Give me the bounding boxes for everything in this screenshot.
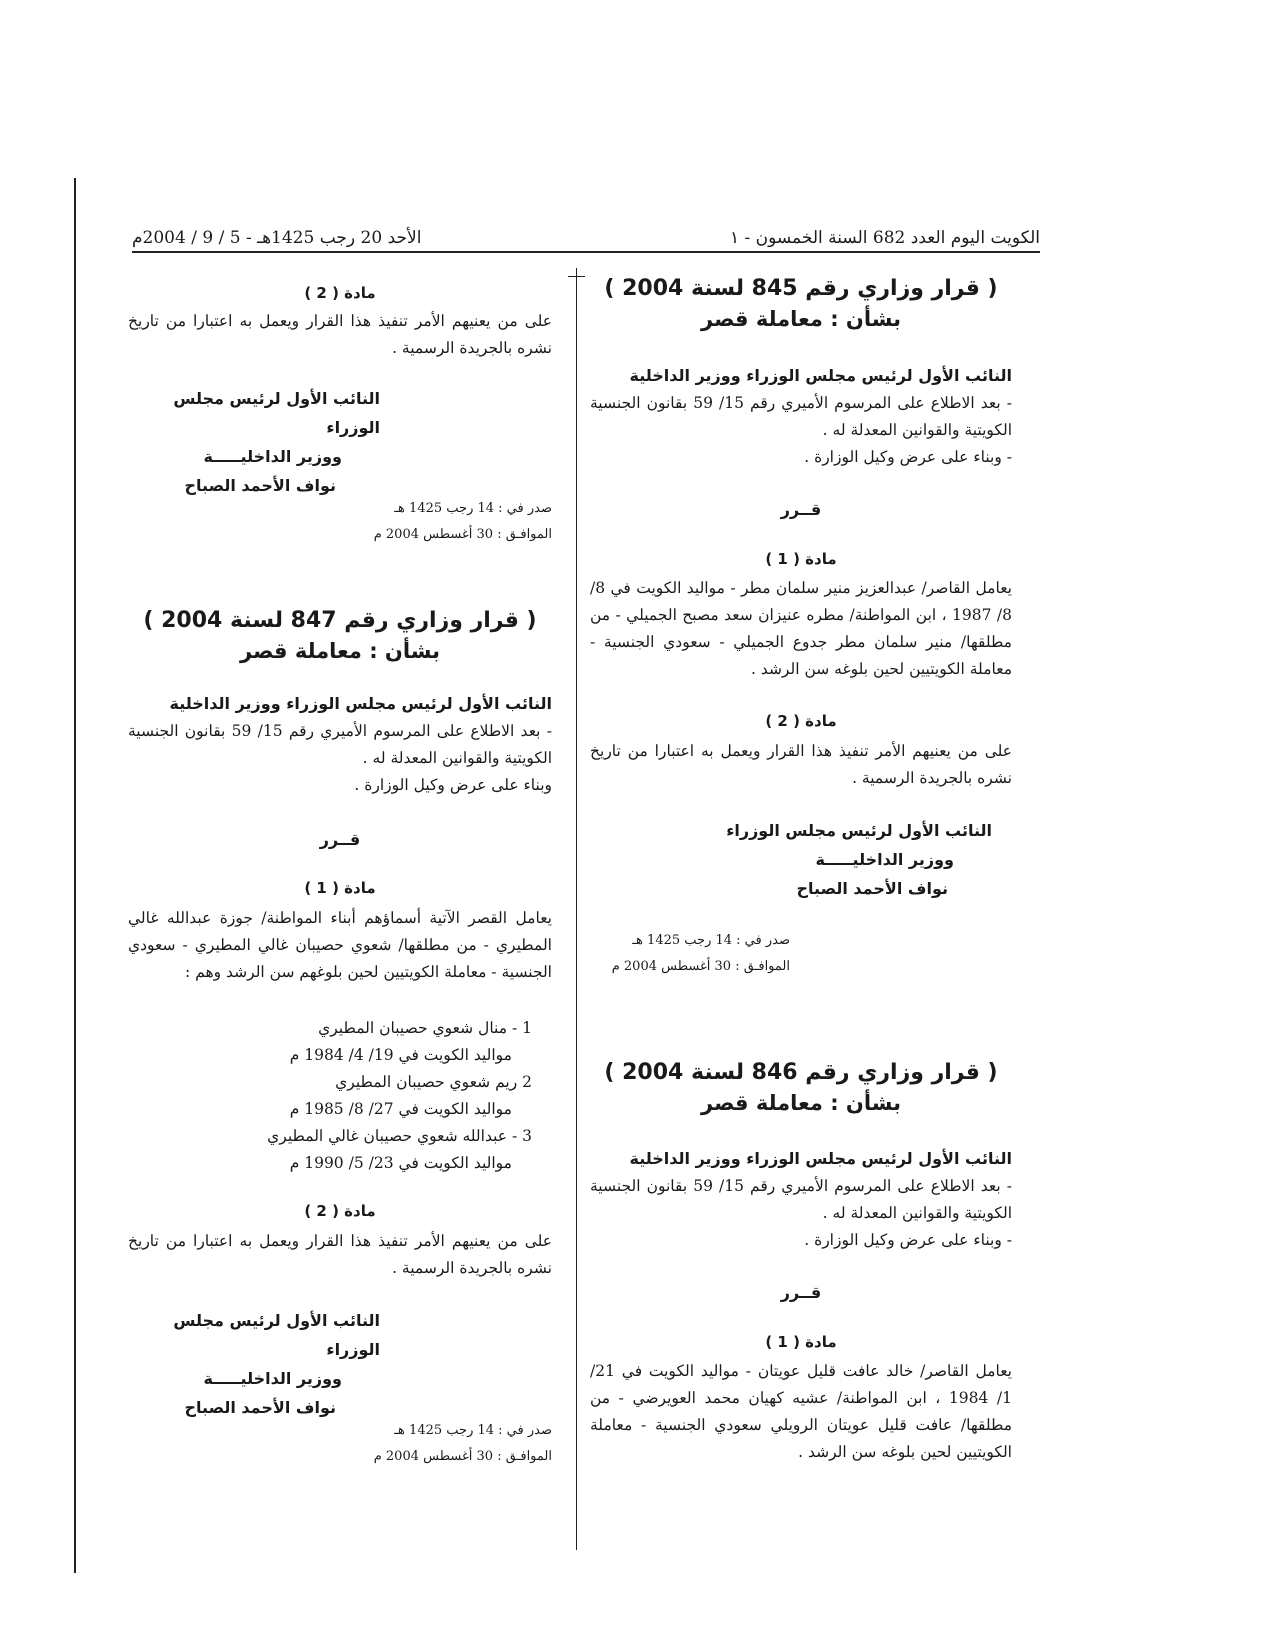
decision-846-preamble — [590, 1145, 1012, 1254]
article-heading: مادة ( 1 ) — [765, 550, 837, 568]
signature-block — [128, 384, 380, 500]
issuer-line: النائب الأول لرئيس مجلس الوزراء ووزير الداخلية — [629, 366, 1012, 385]
preamble-line: - بعد الاطلاع على المرسوم الأميري رقم 15/ 59 بقانون الجنسية الكويتية والقوانين المعدلة له . — [590, 394, 1012, 439]
signature-line: النائب الأول لرئيس مجلس الوزراء — [173, 1311, 380, 1359]
article-text: يعامل القصر الآتية أسماؤهم أبناء المواطنة/ جوزة عبدالله غالي المطيري - من مطلقها/ شعوي حصيبان غالي المطيري - سعودي الجنسية - معاملة الكويتيين لحين بلوغهم سن الرشد وهم : — [128, 909, 552, 981]
signature-block — [590, 816, 992, 903]
decided-heading: قــرر — [780, 500, 822, 519]
list-item-birth: مواليد الكويت في 23/ 5/ 1990 م — [289, 1154, 512, 1172]
article-text: على من يعنيهم الأمر تنفيذ هذا القرار ويعمل به اعتبارا من تاريخ نشره بالجريدة الرسمية . — [128, 1232, 552, 1277]
list-item-birth: مواليد الكويت في 19/ 4/ 1984 م — [289, 1046, 512, 1064]
issued-on: صدر في : 14 رجب 1425 هـ — [632, 933, 790, 948]
page-header — [132, 224, 1040, 254]
article-heading: مادة ( 1 ) — [765, 1333, 837, 1351]
decision-845-preamble — [590, 362, 1012, 471]
list-item-name: 3 - عبدالله شعوي حصيبان غالي المطيري — [267, 1127, 532, 1145]
issuer-line: النائب الأول لرئيس مجلس الوزراء ووزير الداخلية — [169, 694, 552, 713]
preamble-line: وبناء على عرض وكيل الوزارة . — [354, 776, 552, 794]
corresponding-date: الموافـق : 30 أغسطس 2004 م — [373, 527, 552, 542]
header-rule — [132, 251, 1040, 253]
decision-title: ( قرار وزاري رقم 846 لسنة 2004 ) — [604, 1060, 998, 1085]
decision-847-preamble — [128, 690, 552, 799]
decision-847-heading — [128, 606, 552, 666]
issue-date-block — [590, 928, 790, 980]
decided-heading: قــرر — [319, 830, 361, 849]
preamble-line: - وبناء على عرض وكيل الوزارة . — [804, 448, 1012, 466]
article-text: على من يعنيهم الأمر تنفيذ هذا القرار ويعمل به اعتبارا من تاريخ نشره بالجريدة الرسمية . — [128, 312, 552, 357]
decision-title: ( قرار وزاري رقم 847 لسنة 2004 ) — [143, 608, 537, 633]
decision-title: ( قرار وزاري رقم 845 لسنة 2004 ) — [604, 276, 998, 301]
column-divider — [576, 268, 577, 1550]
issue-date-block — [128, 1418, 552, 1470]
article-heading: مادة ( 1 ) — [304, 879, 376, 897]
signature-line: ووزير الداخليـــــة — [203, 1369, 342, 1388]
list-item-name: 1 - منال شعوي حصيبان المطيري — [318, 1019, 532, 1037]
children-list — [128, 1015, 552, 1177]
issued-on: صدر في : 14 رجب 1425 هـ — [394, 501, 552, 516]
article-heading: مادة ( 2 ) — [304, 1202, 376, 1220]
issuer-line: النائب الأول لرئيس مجلس الوزراء ووزير الداخلية — [629, 1149, 1012, 1168]
signature-line: النائب الأول لرئيس مجلس الوزراء — [173, 389, 380, 437]
article-text: على من يعنيهم الأمر تنفيذ هذا القرار ويعمل به اعتبارا من تاريخ نشره بالجريدة الرسمية . — [590, 742, 1012, 787]
issue-date-block — [128, 496, 552, 548]
article-heading: مادة ( 2 ) — [765, 712, 837, 730]
article-text: يعامل القاصر/ خالد عافت قليل عويتان - مواليد الكويت في 21/ 1/ 1984 ، ابن المواطنة/ عشيه كهيان محمد العويرضي - من مطلقها/ عافت قليل عويتان الرويلي سعودي الجنسية - معاملة الكويتيين لحين بلوغه سن الرشد . — [590, 1362, 1012, 1461]
corresponding-date: الموافـق : 30 أغسطس 2004 م — [611, 959, 790, 974]
article-heading: مادة ( 2 ) — [304, 284, 376, 302]
corresponding-date: الموافـق : 30 أغسطس 2004 م — [373, 1449, 552, 1464]
decision-846-heading — [590, 1058, 1012, 1118]
issued-on: صدر في : 14 رجب 1425 هـ — [394, 1423, 552, 1438]
column-divider-tick — [568, 276, 585, 277]
signature-line: نواف الأحمد الصباح — [796, 879, 948, 898]
signature-line: ووزير الداخليـــــة — [203, 447, 342, 466]
signature-line: ووزير الداخليـــــة — [815, 850, 954, 869]
signature-line: النائب الأول لرئيس مجلس الوزراء — [726, 821, 992, 840]
decision-subject: بشأن : معاملة قصر — [701, 1091, 901, 1115]
decision-845-heading — [590, 274, 1012, 334]
decision-subject: بشأن : معاملة قصر — [701, 307, 901, 331]
list-item-name: 2 ريم شعوي حصيبان المطيري — [335, 1073, 532, 1091]
header-publication-info: الكويت اليوم العدد 682 السنة الخمسون - ١ — [729, 228, 1040, 248]
preamble-line: - وبناء على عرض وكيل الوزارة . — [804, 1231, 1012, 1249]
decision-subject: بشأن : معاملة قصر — [240, 639, 440, 663]
left-margin-rule — [74, 178, 76, 1573]
header-date: الأحد 20 رجب 1425هـ - 5 / 9 / 2004م — [132, 228, 422, 248]
signature-line: نواف الأحمد الصباح — [184, 1398, 336, 1417]
signature-line: نواف الأحمد الصباح — [184, 476, 336, 495]
signature-block — [128, 1306, 380, 1422]
preamble-line: - بعد الاطلاع على المرسوم الأميري رقم 15/ 59 بقانون الجنسية الكويتية والقوانين المعدلة له . — [128, 722, 552, 767]
preamble-line: - بعد الاطلاع على المرسوم الأميري رقم 15/ 59 بقانون الجنسية الكويتية والقوانين المعدلة له . — [590, 1177, 1012, 1222]
list-item-birth: مواليد الكويت في 27/ 8/ 1985 م — [289, 1100, 512, 1118]
decided-heading: قــرر — [780, 1283, 822, 1302]
article-text: يعامل القاصر/ عبدالعزيز منير سلمان مطر - مواليد الكويت في 8/ 8/ 1987 ، ابن المواطنة/ مطره عنيزان سعد مصبح الجميلي - من مطلقها/ منير سلمان مطر جدوع الجميلي - سعودي الجنسية - معاملة الكويتيين لحين بلوغه سن الرشد . — [590, 579, 1012, 678]
